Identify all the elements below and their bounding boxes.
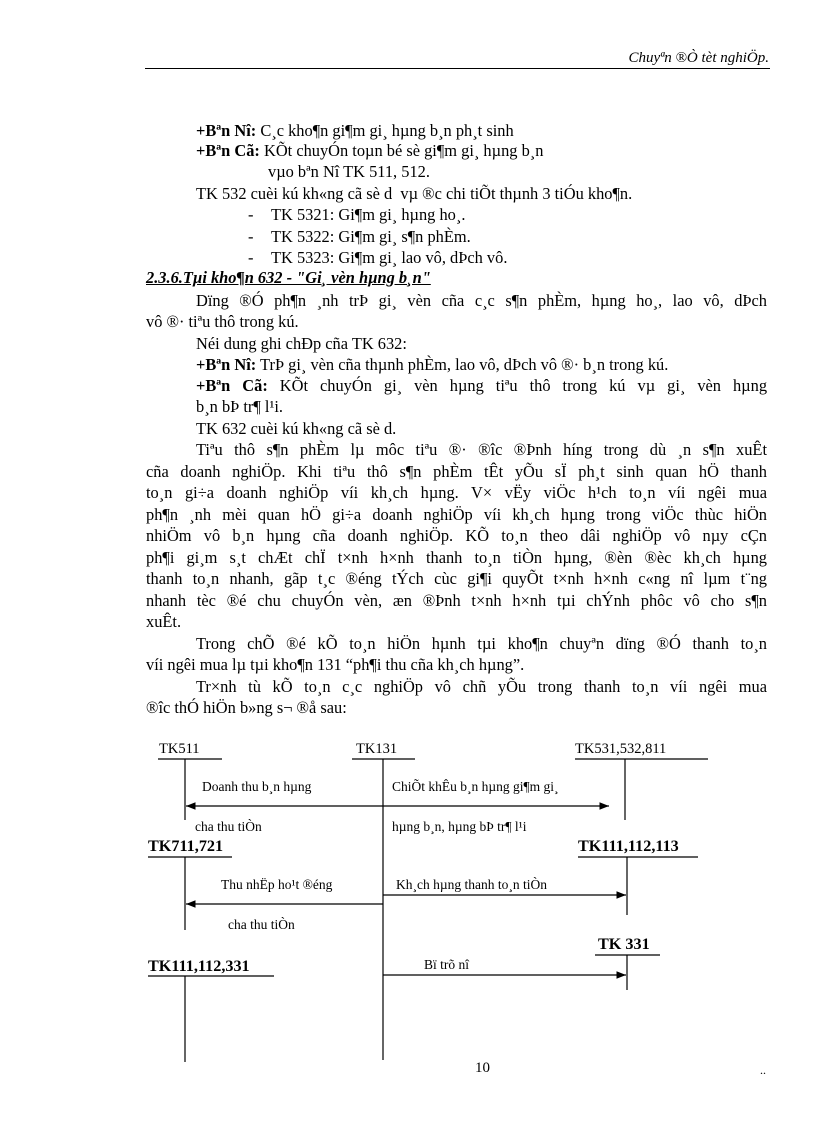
- bullet-dash: -: [248, 227, 254, 246]
- tk532-note: TK 532 cuèi kú kh«ng cã sè d vµ ®c chi tiÕt thµnh 3 tiÓu kho¶n.: [196, 184, 633, 203]
- bullet-dash: -: [248, 248, 254, 267]
- label-offset: Bï trõ nî: [424, 957, 470, 972]
- account-tk131: TK131: [356, 741, 398, 757]
- page-header-title: Chuyªn ®Ò tèt nghiÖp.: [628, 50, 769, 66]
- para3-line: víi ngêi mua lµ tµi kho¶n 131 “ph¶i thu cña kh¸ch hµng”.: [146, 655, 525, 674]
- label-customer-pays: Kh¸ch hµng thanh to¸n tiÒn: [396, 877, 548, 892]
- label-unpaid: cha thu tiÒn: [228, 917, 295, 932]
- para2-line: Tiªu thô s¶n phÈm lµ môc tiªu ®· ®îc ®Þnh híng trong dù ¸n s¶n xuÊt: [196, 440, 767, 459]
- account-tk531: TK531,532,811: [575, 741, 667, 757]
- label-revenue: Doanh thu b¸n hµng: [202, 779, 312, 794]
- para1-line: Dïng ®Ó ph¶n ¸nh trÞ gi¸ vèn cña c¸c s¶n phÈm, hµng ho¸, lao vô, dÞch: [196, 291, 767, 310]
- account-tk331: TK 331: [598, 935, 650, 953]
- sub-account-item: TK 5321: Gi¶m gi¸ hµng ho¸.: [271, 205, 466, 224]
- label-discount: ChiÕt khÊu b¸n hµng gi¶m gi¸: [392, 779, 559, 794]
- credit-line-2: vµo bªn Nî TK 511, 512.: [268, 162, 430, 181]
- sub-account-item: TK 5322: Gi¶m gi¸ s¶n phÈm.: [271, 227, 471, 246]
- label-unpaid: cha thu tiÒn: [195, 819, 262, 834]
- content-title: Néi dung ghi chÐp cña TK 632:: [196, 334, 407, 353]
- sub-account-item: TK 5323: Gi¶m gi¸ lao vô, dÞch vô.: [271, 248, 508, 267]
- page-number: 10: [475, 1060, 490, 1076]
- debit-label: +Bªn Nî:: [196, 121, 257, 140]
- para2-line: cña doanh nghiÖp. Khi tiªu thô s¶n phÈm tÊt yÕu sÏ ph¸t sinh quan hÖ thanh: [146, 462, 767, 481]
- para2-line: thanh to¸n nhanh, gãp t¸c ®éng tÝch cùc gi¶i quyÕt t×nh h×nh c«ng nî lµm t¨ng: [146, 569, 767, 588]
- account-tk111-331: TK111,112,331: [148, 957, 250, 975]
- credit-text: KÕt chuyÓn toµn bé sè gi¶m gi¸ hµng b¸n: [259, 141, 544, 160]
- para1-line: vô ®· tiªu thô trong kú.: [146, 312, 299, 331]
- para2-line: nhiÖm vô b¸n hµng cña doanh nghiÖp. KÕ to¸n theo dâi nghiÖp vô nµy cÇn: [146, 526, 767, 545]
- debit2-text: TrÞ gi¸ vèn cña thµnh phÈm, lao vô, dÞch vô ®· b¸n trong kú.: [256, 355, 669, 374]
- account-tk111-113: TK111,112,113: [578, 837, 679, 855]
- label-returns: hµng b¸n, hµng bÞ tr¶ l¹i: [392, 819, 527, 834]
- label-other-income: Thu nhËp ho¹t ®éng: [221, 877, 333, 892]
- para2-line: nhanh tèc ®é chu chuyÓn vèn, æn ®Þnh t×nh h×nh tµi chÝnh phôc vô cho s¶n: [146, 591, 767, 610]
- para4-line: Tr×nh tù kÕ to¸n c¸c nghiÖp vô chñ yÕu trong thanh to¸n víi ngêi mua: [196, 677, 767, 696]
- tk632-note: TK 632 cuèi kú kh«ng cã sè d.: [196, 419, 397, 438]
- account-tk711: TK711,721: [148, 837, 224, 855]
- para3-line: Trong chÕ ®é kÕ to¸n hiÖn hµnh tµi kho¶n chuyªn dïng ®Ó thanh to¸n: [196, 634, 767, 653]
- section-title: 2.3.6.Tµi kho¶n 632 - "Gi¸ vèn hµng b¸n": [146, 268, 431, 287]
- credit-label: +Bªn Cã:: [196, 141, 260, 160]
- account-tk511: TK511: [159, 741, 200, 757]
- para2-line: ph¶n ¸nh mèi quan hÖ gi÷a doanh nghiÖp víi kh¸ch hµng trong viÖc thùc hiÖn: [146, 505, 767, 524]
- debit-text: C¸c kho¶n gi¶m gi¸ hµng b¸n ph¸t sinh: [256, 121, 514, 140]
- footer-dots: ..: [760, 1063, 766, 1077]
- para4-line: ®îc thÓ hiÖn b»ng s¬ ®å sau:: [146, 698, 347, 717]
- debit2-label: +Bªn Nî:: [196, 355, 257, 374]
- credit2-line-2: b¸n bÞ tr¶ l¹i.: [196, 397, 284, 416]
- para2-line: to¸n gi÷a doanh nghiÖp víi kh¸ch hµng. V× vËy viÖc h¹ch to¸n víi ngêi mua: [146, 483, 767, 502]
- bullet-dash: -: [248, 205, 254, 224]
- para2-line: ph¶i gi¸m s¸t chÆt chÏ t×nh h×nh thanh to¸n tiÒn hµng, ®èn ®èc kh¸ch hµng: [146, 548, 767, 567]
- para2-line: xuÊt.: [146, 612, 182, 631]
- credit2-text: KÕt chuyÓn gi¸ vèn hµng tiªu thô trong kú vµ gi¸ vèn hµng: [267, 376, 768, 395]
- credit2-label: +Bªn Cã:: [196, 376, 268, 395]
